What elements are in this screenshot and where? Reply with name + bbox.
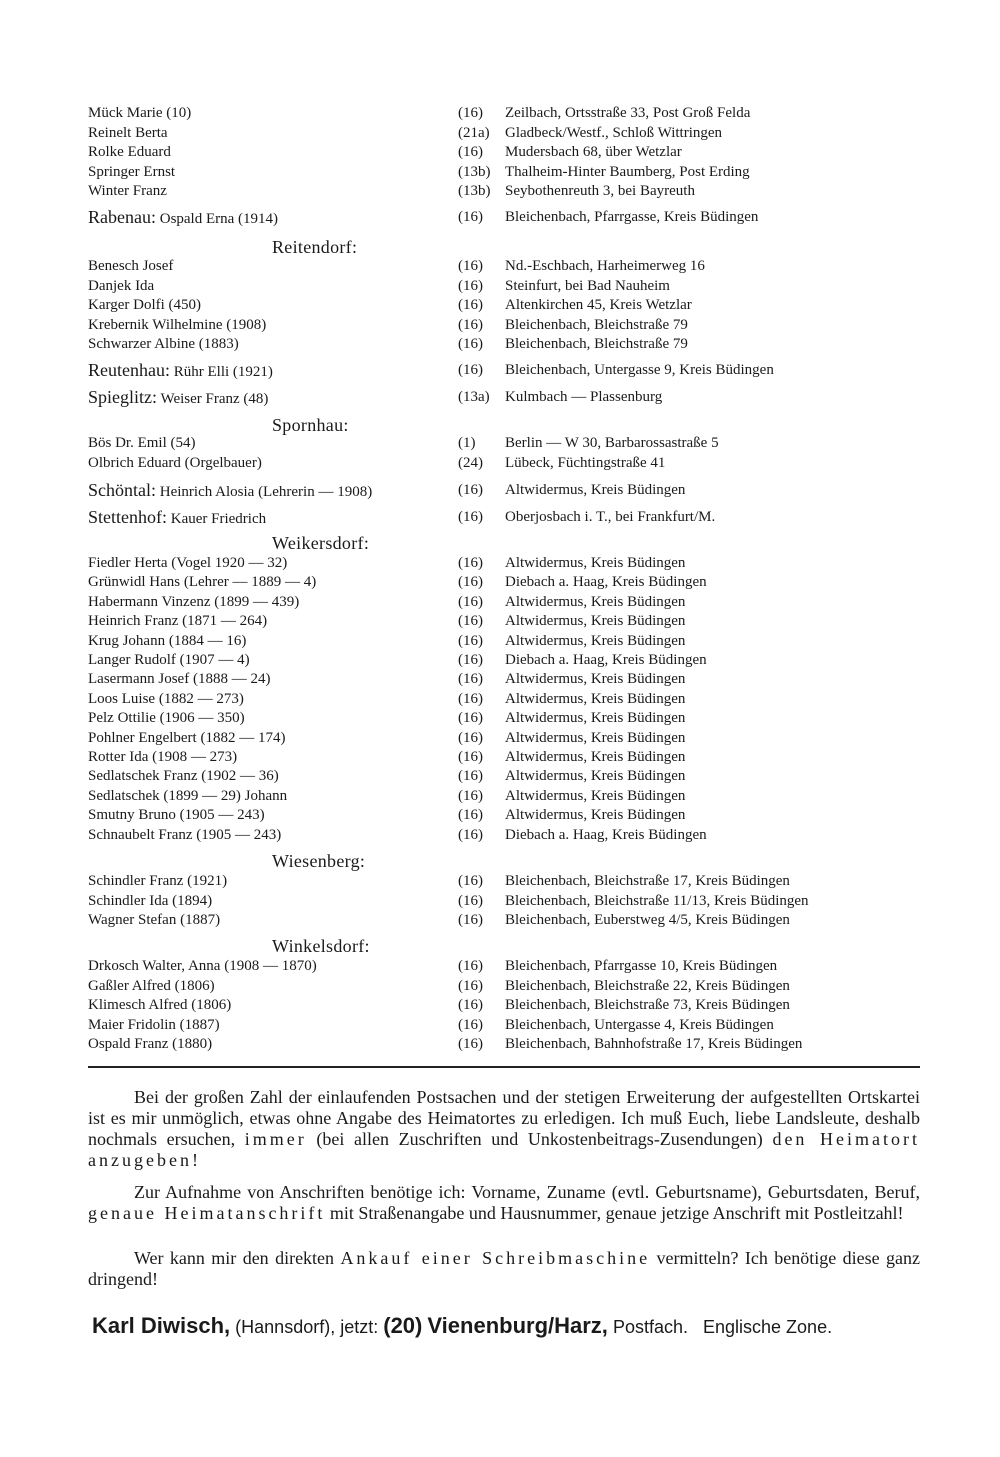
postal-zone-code: (13b) xyxy=(458,183,491,199)
person-name: Fiedler Herta (Vogel 1920 — 32) xyxy=(88,555,288,571)
person-name: Danjek Ida xyxy=(88,277,155,294)
postal-zone-code: (16) xyxy=(458,710,483,727)
address: Bleichenbach, Bleichstraße 79 xyxy=(505,336,688,352)
address: Bleichenbach, Bahnhofstraße 17, Kreis Büdingen xyxy=(505,1036,803,1052)
entry-row xyxy=(88,453,918,473)
postal-zone-code: (16) xyxy=(458,652,483,668)
postal-zone-code: (16) xyxy=(458,977,483,994)
place-entry-rabenau xyxy=(88,207,918,227)
address: Kulmbach — Plassenburg xyxy=(505,389,663,405)
postal-zone-code: (16) xyxy=(458,362,483,378)
entry-row xyxy=(88,747,918,767)
person-name: Schwarzer Albine (1883) xyxy=(88,336,239,352)
person-name: Reinelt Berta xyxy=(88,124,168,141)
postal-zone-code: (16) xyxy=(458,277,483,294)
person-name: Rotter Ida (1908 — 273) xyxy=(88,749,238,765)
place-name: Spieglitz: xyxy=(88,387,157,407)
postal-zone-code: (13b) xyxy=(458,163,491,180)
person-name: Krug Johann (1884 — 16) xyxy=(88,632,247,649)
address: Diebach a. Haag, Kreis Büdingen xyxy=(505,826,707,843)
section-heading-reitendorf: Reitendorf: xyxy=(272,237,358,257)
person-name: Smutny Bruno (1905 — 243) xyxy=(88,807,265,824)
address: Bleichenbach, Untergasse 4, Kreis Büdingen xyxy=(505,1016,774,1033)
postal-zone-code: (16) xyxy=(458,729,483,746)
entry-row xyxy=(88,708,918,728)
address: Diebach a. Haag, Kreis Büdingen xyxy=(505,652,707,668)
person-name: Karger Dolfi (450) xyxy=(88,297,202,313)
emphasis-text: Ankauf einer Schreibmaschine xyxy=(340,1248,651,1268)
place-entry-reutenhau xyxy=(88,360,918,380)
postal-zone-code: (16) xyxy=(458,826,483,843)
postal-zone-code: (16) xyxy=(458,632,483,649)
entry-row xyxy=(88,956,918,976)
address: Bleichenbach, Bleichstraße 73, Kreis Büdingen xyxy=(505,997,790,1013)
entry-row xyxy=(88,181,918,201)
entry-row xyxy=(88,650,918,670)
author-name: Karl Diwisch, xyxy=(92,1313,231,1338)
address: Lübeck, Füchtingstraße 41 xyxy=(505,454,666,471)
person-name: Schindler Ida (1894) xyxy=(88,892,213,909)
entry-row xyxy=(88,910,918,930)
person-name: Bös Dr. Emil (54) xyxy=(88,435,196,451)
postal-zone-code: (16) xyxy=(458,1016,483,1033)
entry-row xyxy=(88,123,918,143)
place-name: Reutenhau: xyxy=(88,360,170,380)
entry-row xyxy=(88,631,918,651)
emphasis-text: immer xyxy=(244,1129,307,1149)
address: Bleichenbach, Euberstweg 4/5, Kreis Büdingen xyxy=(505,912,790,928)
notice-text: ! xyxy=(191,1150,198,1170)
address: Berlin — W 30, Barbarossastraße 5 xyxy=(505,435,719,451)
person-name: Sedlatschek Franz (1902 — 36) xyxy=(88,768,279,785)
section-heading-weikersdorf: Weikersdorf: xyxy=(272,533,370,553)
person-name: Mück Marie (10) xyxy=(88,105,192,121)
address: Altwidermus, Kreis Büdingen xyxy=(505,632,686,649)
person-name: Gaßler Alfred (1806) xyxy=(88,977,215,994)
section-heading-wiesenberg: Wiesenberg: xyxy=(272,851,366,871)
address: Gladbeck/Westf., Schloß Wittringen xyxy=(505,124,723,141)
address: Bleichenbach, Bleichstraße 79 xyxy=(505,316,688,333)
postal-zone-code: (16) xyxy=(458,807,483,824)
entry-row xyxy=(88,786,918,806)
address: Altwidermus, Kreis Büdingen xyxy=(505,671,686,688)
entry-row xyxy=(88,315,918,335)
place-entry-stettenhof xyxy=(88,507,918,527)
postal-zone-code: (16) xyxy=(458,574,483,591)
signature-line xyxy=(92,1312,920,1341)
entry-row xyxy=(88,334,918,354)
entry-row xyxy=(88,805,918,825)
postal-zone-code: (16) xyxy=(458,144,483,160)
postal-zone-code: (16) xyxy=(458,1036,483,1052)
person-name: Loos Luise (1882 — 273) xyxy=(88,690,244,707)
person-name: Wagner Stefan (1887) xyxy=(88,912,221,928)
address: Bleichenbach, Bleichstraße 11/13, Kreis Büdingen xyxy=(505,892,809,909)
address: Steinfurt, bei Bad Nauheim xyxy=(505,277,670,294)
author-origin: (Hannsdorf), jetzt: xyxy=(235,1317,379,1337)
postal-zone-code: (16) xyxy=(458,316,483,333)
notice-paragraph-3 xyxy=(88,1248,920,1290)
person-name: Heinrich Alosia (Lehrerin — 1908) xyxy=(159,484,373,500)
section-heading-spornhau: Spornhau: xyxy=(272,415,349,435)
zone-label: Englische Zone. xyxy=(703,1317,833,1337)
entry-row xyxy=(88,1034,918,1054)
place-name: Rabenau: xyxy=(88,207,156,227)
address: Zeilbach, Ortsstraße 33, Post Groß Felda xyxy=(505,105,751,121)
address: Altenkirchen 45, Kreis Wetzlar xyxy=(505,297,692,313)
address: Nd.-Eschbach, Harheimerweg 16 xyxy=(505,258,705,274)
person-name: Klimesch Alfred (1806) xyxy=(88,997,232,1013)
person-name: Grünwidl Hans (Lehrer — 1889 — 4) xyxy=(88,574,317,591)
entry-row xyxy=(88,162,918,182)
person-name: Drkosch Walter, Anna (1908 — 1870) xyxy=(88,958,317,974)
place-name: Stettenhof: xyxy=(88,507,167,527)
address: Altwidermus, Kreis Büdingen xyxy=(505,807,686,824)
postal-zone-code: (16) xyxy=(458,555,483,571)
postal-zone-code: (16) xyxy=(458,958,483,974)
person-name: Benesch Josef xyxy=(88,258,174,274)
author-city: Vienenburg/Harz, xyxy=(427,1313,608,1338)
entry-row xyxy=(88,995,918,1015)
postal-zone-code: (24) xyxy=(458,454,483,471)
notice-text: Bei der großen Zahl der einlaufenden Postsachen und der stetigen Erweiterung der aufgestellten Ortskartei ist es mir unmöglich, etwas ohne Angabe des Heimatortes zu erledigen. Ich muß Euch, liebe Landsleute, deshalb nochmals ersuchen, xyxy=(88,1087,920,1149)
postal-zone-code: (16) xyxy=(458,105,483,121)
address: Altwidermus, Kreis Büdingen xyxy=(505,555,686,571)
entry-row xyxy=(88,976,918,996)
postal-zone-code: (13a) xyxy=(458,389,490,405)
notice-paragraph-2 xyxy=(88,1182,920,1224)
postal-zone-code: (16) xyxy=(458,912,483,928)
person-name: Habermann Vinzenz (1899 — 439) xyxy=(88,593,300,610)
address: Bleichenbach, Bleichstraße 17, Kreis Büdingen xyxy=(505,873,790,889)
notice-text: vermitteln? Ich benötige diese ganz dringend! xyxy=(88,1248,920,1289)
notice-paragraph-1 xyxy=(88,1087,920,1171)
entry-row xyxy=(88,572,918,592)
entry-row xyxy=(88,825,918,845)
address: Altwidermus, Kreis Büdingen xyxy=(505,690,686,707)
person-name: Springer Ernst xyxy=(88,163,176,180)
emphasis-text: genaue Heimatanschrift xyxy=(88,1203,326,1223)
address: Altwidermus, Kreis Büdingen xyxy=(505,613,686,630)
address: Bleichenbach, Untergasse 9, Kreis Büdingen xyxy=(505,362,774,378)
postal-zone-code: (16) xyxy=(458,482,483,498)
address: Bleichenbach, Pfarrgasse, Kreis Büdingen xyxy=(505,209,759,225)
postal-zone-code: (16) xyxy=(458,749,483,765)
postal-zone-code: (16) xyxy=(458,209,483,225)
address: Bleichenbach, Bleichstraße 22, Kreis Büdingen xyxy=(505,977,790,994)
entry-row xyxy=(88,276,918,296)
postal-zone-code: (16) xyxy=(458,613,483,630)
postal-zone: (20) xyxy=(383,1313,423,1338)
entry-row xyxy=(88,295,918,315)
notice-text: mit Straßenangabe und Hausnummer, genaue jetzige Anschrift mit Postleitzahl! xyxy=(329,1203,904,1223)
entry-row xyxy=(88,256,918,276)
entry-row xyxy=(88,728,918,748)
postal-zone-code: (16) xyxy=(458,593,483,610)
address: Altwidermus, Kreis Büdingen xyxy=(505,749,686,765)
person-name: Sedlatschek (1899 — 29) Johann xyxy=(88,787,288,804)
person-name: Krebernik Wilhelmine (1908) xyxy=(88,316,267,333)
person-name: Rühr Elli (1921) xyxy=(173,364,273,380)
person-name: Lasermann Josef (1888 — 24) xyxy=(88,671,271,688)
postal-zone-code: (1) xyxy=(458,435,476,451)
person-name: Winter Franz xyxy=(88,183,167,199)
place-entry-schoental xyxy=(88,480,918,500)
postal-zone-code: (16) xyxy=(458,671,483,688)
postal-zone-code: (16) xyxy=(458,787,483,804)
emphasis-text: den Heimatort anzugeben xyxy=(88,1129,921,1170)
address: Altwidermus, Kreis Büdingen xyxy=(505,710,686,727)
person-name: Olbrich Eduard (Orgelbauer) xyxy=(88,454,262,471)
address: Bleichenbach, Pfarrgasse 10, Kreis Büdingen xyxy=(505,958,778,974)
entry-row xyxy=(88,103,918,123)
address: Altwidermus, Kreis Büdingen xyxy=(505,787,686,804)
person-name: Langer Rudolf (1907 — 4) xyxy=(88,652,250,668)
person-name: Heinrich Franz (1871 — 264) xyxy=(88,613,268,630)
entry-row xyxy=(88,669,918,689)
postal-zone-code: (16) xyxy=(458,997,483,1013)
post-box: Postfach. xyxy=(612,1317,688,1337)
person-name: Schindler Franz (1921) xyxy=(88,873,228,889)
postal-zone-code: (16) xyxy=(458,509,483,525)
address: Altwidermus, Kreis Büdingen xyxy=(505,593,686,610)
address: Altwidermus, Kreis Büdingen xyxy=(505,729,686,746)
entry-row xyxy=(88,1015,918,1035)
postal-zone-code: (16) xyxy=(458,892,483,909)
person-name: Weiser Franz (48) xyxy=(160,391,269,407)
entry-row xyxy=(88,592,918,612)
address: Diebach a. Haag, Kreis Büdingen xyxy=(505,574,707,591)
place-name: Schöntal: xyxy=(88,480,156,500)
entry-row xyxy=(88,142,918,162)
notice-text: (bei allen Zuschriften und Unkostenbeitrags-Zusendungen) xyxy=(316,1129,763,1149)
postal-zone-code: (16) xyxy=(458,768,483,785)
address: Altwidermus, Kreis Büdingen xyxy=(505,768,686,785)
entry-row xyxy=(88,553,918,573)
address: Seybothenreuth 3, bei Bayreuth xyxy=(505,183,695,199)
person-name: Pelz Ottilie (1906 — 350) xyxy=(88,710,245,727)
person-name: Ospald Franz (1880) xyxy=(88,1036,213,1052)
address: Oberjosbach i. T., bei Frankfurt/M. xyxy=(505,509,716,525)
person-name: Rolke Eduard xyxy=(88,144,171,160)
postal-zone-code: (16) xyxy=(458,297,483,313)
person-name: Ospald Erna (1914) xyxy=(159,211,279,227)
person-name: Maier Fridolin (1887) xyxy=(88,1016,220,1033)
notice-text: Zur Aufnahme von Anschriften benötige ich: Vorname, Zuname (evtl. Geburtsname), Geburtsdaten, Beruf, xyxy=(134,1182,920,1202)
entry-row xyxy=(88,891,918,911)
place-entry-spieglitz xyxy=(88,387,918,407)
person-name: Kauer Friedrich xyxy=(170,511,267,527)
postal-zone-code: (16) xyxy=(458,258,483,274)
address: Thalheim-Hinter Baumberg, Post Erding xyxy=(505,163,750,180)
postal-zone-code: (16) xyxy=(458,873,483,889)
entry-row xyxy=(88,766,918,786)
divider-rule xyxy=(88,1066,920,1068)
postal-zone-code: (16) xyxy=(458,336,483,352)
person-name: Pohlner Engelbert (1882 — 174) xyxy=(88,729,286,746)
entry-row xyxy=(88,611,918,631)
person-name: Schnaubelt Franz (1905 — 243) xyxy=(88,826,282,843)
address: Mudersbach 68, über Wetzlar xyxy=(505,144,682,160)
address: Altwidermus, Kreis Büdingen xyxy=(505,482,686,498)
entry-row xyxy=(88,433,918,453)
entry-row xyxy=(88,871,918,891)
postal-zone-code: (21a) xyxy=(458,124,490,141)
notice-text: Wer kann mir den direkten xyxy=(134,1248,335,1268)
entry-row xyxy=(88,689,918,709)
postal-zone-code: (16) xyxy=(458,690,483,707)
section-heading-winkelsdorf: Winkelsdorf: xyxy=(272,936,370,956)
